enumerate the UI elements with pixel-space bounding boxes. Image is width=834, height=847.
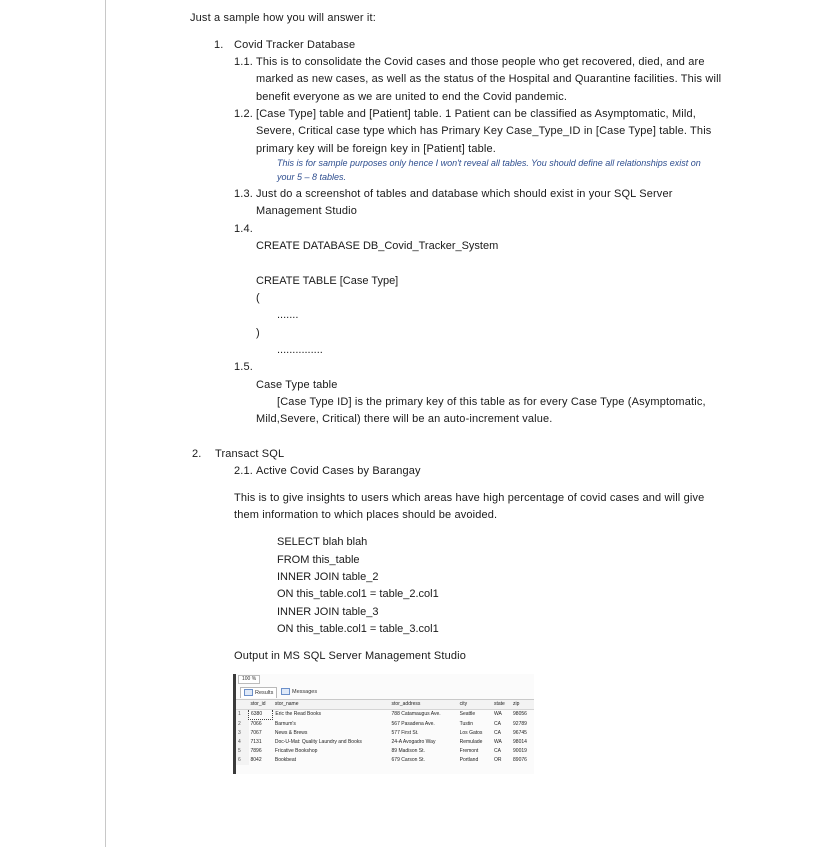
section1-number: 1. — [214, 39, 224, 51]
section2-desc: them information to which places should be avoided. — [234, 509, 498, 521]
cell-stor-address: 679 Carson St. — [391, 757, 425, 763]
cell-stor-name: Eric the Read Books — [275, 711, 321, 718]
item-1-1-line: marked as new cases, as well as the status of the Hospital and Quarantine facilities. This will — [256, 73, 722, 85]
section2-number: 2. — [192, 448, 202, 460]
cell-stor-address: 24-A Avogadro Way — [391, 739, 436, 745]
tab-messages — [278, 687, 320, 697]
item-1-3-number: 1.3. — [234, 188, 253, 200]
item-1-3-line: Just do a screenshot of tables and database which should exist in your SQL Server — [256, 188, 673, 200]
item-1-2-line: primary key will be foreign key in [Patient] table. — [256, 143, 496, 155]
sql-line: ON this_table.col1 = table_2.col1 — [277, 588, 439, 600]
cell-stor-address: 567 Pasadena Ave. — [391, 720, 435, 727]
item-1-1-number: 1.1. — [234, 56, 253, 68]
item-1-5-line: Mild,Severe, Critical) there will be an auto-increment value. — [256, 413, 553, 425]
item-1-3-line: Management Studio — [256, 205, 358, 217]
cell-city: Tustin — [459, 720, 474, 727]
cell-stor-id: 7067 — [250, 730, 262, 736]
cell-stor-address: 89 Madison St. — [391, 748, 425, 754]
row-number: 4 — [236, 738, 249, 747]
zoom-level: 100 % — [238, 675, 260, 684]
page-margin-line — [105, 0, 106, 847]
column-header: stor_name — [273, 700, 390, 710]
cell-zip: 98056 — [513, 711, 527, 718]
results-tabs — [236, 685, 534, 700]
cell-stor-id: 7896 — [250, 748, 262, 754]
table-row — [236, 729, 534, 738]
cell-city: Fremont — [459, 748, 479, 754]
code-line: ............... — [277, 344, 323, 356]
cell-stor-name: News & Brews — [274, 730, 308, 736]
item-2-1-number: 2.1. — [234, 465, 253, 477]
row-number: 6 — [236, 756, 249, 765]
column-header: stor_id — [249, 700, 273, 710]
cell-state: CA — [493, 730, 501, 736]
cell-city: Los Gatos — [459, 730, 483, 736]
cell-state: WA — [493, 739, 502, 745]
tab-results-label: Results — [255, 690, 274, 696]
table-row — [236, 720, 534, 730]
tab-messages-label: Messages — [292, 689, 318, 695]
sql-line: INNER JOIN table_3 — [277, 606, 379, 618]
section1-title: Covid Tracker Database — [234, 39, 356, 51]
sql-line: INNER JOIN table_2 — [277, 571, 379, 583]
cell-stor-id: 8042 — [250, 757, 262, 763]
table-row — [236, 747, 534, 756]
item-1-4-number: 1.4. — [234, 223, 253, 235]
table-row — [236, 756, 534, 765]
item-1-1-line: This is to consolidate the Covid cases and those people who get recovered, died, and are — [256, 56, 705, 68]
cell-state: WA — [493, 711, 502, 718]
sql-line: FROM this_table — [277, 554, 360, 566]
cell-zip: 92789 — [513, 720, 527, 727]
row-number: 2 — [236, 720, 249, 730]
item-1-2-line: [Case Type] table and [Patient] table. 1 Patient can be classified as Asymptomatic, Mild, — [256, 108, 696, 120]
sample-note: This is for sample purposes only hence I won't reveal all tables. You should define all relationships exist on — [277, 158, 701, 168]
column-header: zip — [511, 700, 534, 710]
code-line: ....... — [277, 309, 299, 321]
cell-city: Seattle — [459, 711, 476, 718]
row-number: 3 — [236, 729, 249, 738]
item-1-5-line: [Case Type ID] is the primary key of this table as for every Case Type (Asymptomatic, — [277, 396, 706, 408]
cell-stor-id: 7131 — [250, 739, 262, 745]
item-1-2-number: 1.2. — [234, 108, 253, 120]
cell-zip: 96745 — [513, 730, 527, 736]
cell-stor-name: Bookbeat — [274, 757, 297, 763]
sql-line: SELECT blah blah — [277, 536, 368, 548]
table-row — [236, 710, 534, 720]
item-1-5-heading: Case Type table — [256, 379, 338, 391]
cell-zip: 98014 — [513, 739, 527, 745]
item-1-1-line: benefit everyone as we are united to end the Covid pandemic. — [256, 91, 568, 103]
code-line: ) — [256, 327, 260, 339]
cell-stor-id: 7066 — [250, 721, 262, 727]
tab-results — [240, 687, 277, 698]
message-icon — [281, 688, 290, 695]
output-label: Output in MS SQL Server Management Studio — [234, 650, 466, 662]
header-row — [236, 700, 534, 710]
cell-stor-address: 577 First St. — [391, 730, 419, 736]
item-1-5-number: 1.5. — [234, 361, 253, 373]
cell-zip: 90019 — [513, 748, 527, 754]
table-row — [236, 738, 534, 747]
row-number: 5 — [236, 747, 249, 756]
code-line: CREATE TABLE [Case Type] — [256, 275, 399, 287]
cell-stor-name: Barnum's — [274, 720, 296, 727]
column-header: state — [492, 700, 511, 710]
code-line: CREATE DATABASE DB_Covid_Tracker_System — [256, 240, 499, 252]
grid-icon — [244, 689, 253, 696]
column-header: stor_address — [390, 700, 458, 710]
section2-title: Transact SQL — [215, 448, 285, 460]
cell-stor-name: Doc-U-Mat: Quality Laundry and Books — [274, 739, 362, 745]
results-grid — [236, 700, 534, 765]
column-header: city — [458, 700, 492, 710]
sql-line: ON this_table.col1 = table_3.col1 — [277, 623, 439, 635]
cell-state: OR — [493, 757, 502, 763]
section2-desc: This is to give insights to users which areas have high percentage of covid cases and will give — [234, 492, 705, 504]
code-line: ( — [256, 292, 260, 304]
sample-note: your 5 – 8 tables. — [277, 172, 347, 182]
cell-city: Remulade — [459, 739, 483, 745]
ssms-results-screenshot — [233, 674, 534, 774]
cell-stor-name: Fricative Bookshop — [274, 748, 318, 754]
cell-stor-address: 788 Catamaugus Ave. — [391, 711, 441, 718]
row-number: 1 — [236, 710, 249, 720]
cell-stor-id: 6380 — [249, 710, 273, 720]
cell-state: CA — [493, 748, 501, 754]
item-2-1-title: Active Covid Cases by Barangay — [256, 465, 421, 477]
item-1-2-line: Severe, Critical case type which has Primary Key Case_Type_ID in [Case Type] table. This — [256, 125, 712, 137]
cell-zip: 89076 — [513, 757, 527, 763]
intro-text: Just a sample how you will answer it: — [190, 12, 376, 24]
cell-state: CA — [493, 720, 501, 727]
cell-city: Portland — [459, 757, 479, 763]
row-number-header — [236, 700, 249, 710]
